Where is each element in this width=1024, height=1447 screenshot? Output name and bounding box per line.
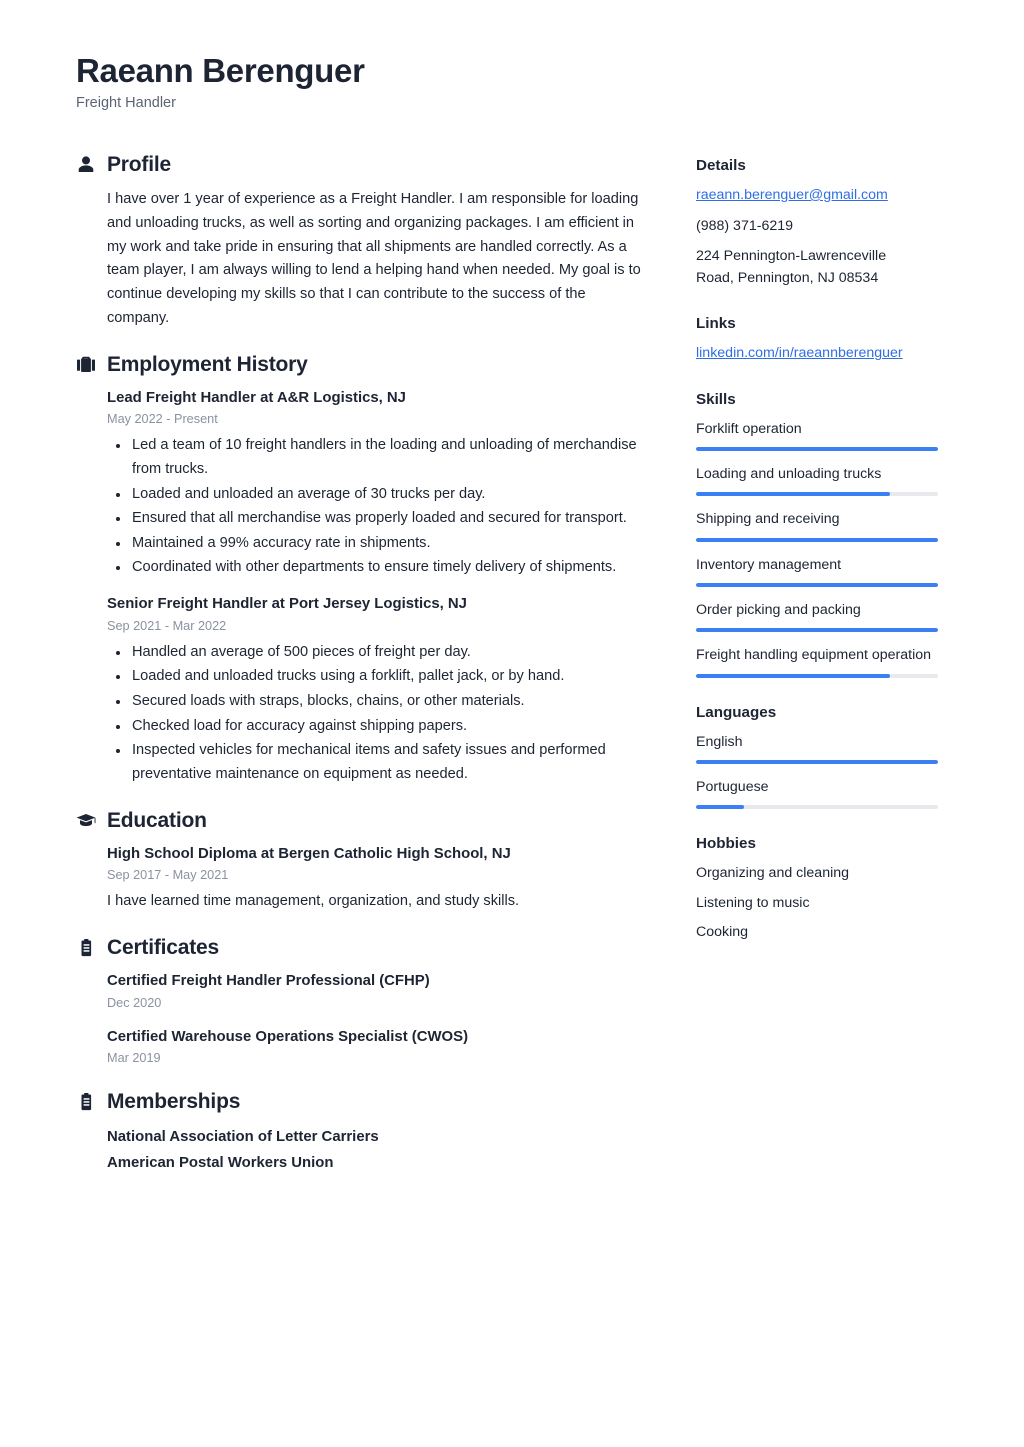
skill-level-bar <box>696 628 938 632</box>
phone-number: (988) 371-6219 <box>696 217 794 234</box>
skill-level-fill <box>696 447 938 451</box>
clipboard-icon <box>76 937 96 959</box>
email-link[interactable]: raeann.berenguer@gmail.com <box>696 186 888 203</box>
language-level-fill <box>696 760 938 764</box>
entry-title: Senior Freight Handler at Port Jersey Logistics, NJ <box>107 596 467 613</box>
hobby-item: Cooking <box>696 924 749 941</box>
skill-item <box>696 509 961 541</box>
address <box>696 246 961 289</box>
sidebar-title: Details <box>696 156 746 174</box>
skill-level-fill <box>696 674 890 678</box>
section-header <box>76 809 651 833</box>
section-title: Profile <box>107 152 171 176</box>
section-certificates <box>76 936 651 1068</box>
resume-header <box>76 52 960 111</box>
language-level-fill <box>696 805 744 809</box>
skill-item <box>696 600 961 632</box>
sidebar-column <box>696 153 961 970</box>
section-employment-history <box>76 353 651 787</box>
membership-item: National Association of Letter Carriers <box>107 1129 379 1146</box>
entry-bullets <box>107 434 651 580</box>
section-memberships <box>76 1090 651 1176</box>
skill-label: Inventory management <box>696 556 842 573</box>
section-header <box>76 1090 651 1114</box>
certificate-entry <box>107 1027 651 1069</box>
skill-level-bar <box>696 538 938 542</box>
job-title: Freight Handler <box>76 94 176 111</box>
section-content <box>76 1125 651 1176</box>
bullet-item: Secured loads with straps, blocks, chains, or other materials. <box>107 690 651 714</box>
membership-item: American Postal Workers Union <box>107 1154 334 1171</box>
language-label: Portuguese <box>696 778 769 795</box>
entry-title: High School Diploma at Bergen Catholic High School, NJ <box>107 845 511 862</box>
entry-description: I have learned time management, organization, and study skills. <box>107 893 520 910</box>
section-title: Memberships <box>107 1090 241 1114</box>
section-header <box>76 153 651 177</box>
bullet-item: Ensured that all merchandise was properly loaded and secured for transport. <box>107 507 651 531</box>
skill-level-fill <box>696 538 938 542</box>
skill-level-fill <box>696 583 938 587</box>
language-item <box>696 732 961 764</box>
section-header <box>76 353 651 377</box>
employment-entry <box>107 594 651 787</box>
address-line-2: Road, Pennington, NJ 08534 <box>696 269 879 286</box>
sidebar-details <box>696 157 961 289</box>
certificate-entry <box>107 971 651 1013</box>
language-label: English <box>696 733 743 750</box>
section-content <box>76 188 651 331</box>
profile-text: I have over 1 year of experience as a Freight Handler. I am responsible for loading and unloading trucks, as well as sorting and organizing packages. I am efficient in my work and take pride in ensuring that all shipments are handled correctly. As a team player, I am always willing to lend a helping hand when needed. My goal is to continue developing my skills so that I can contribute to the success of the company. <box>107 190 641 326</box>
entry-title: Lead Freight Handler at A&R Logistics, NJ <box>107 389 406 406</box>
entry-date: Sep 2017 - May 2021 <box>107 868 229 883</box>
linkedin-link[interactable]: linkedin.com/in/raeannberenguer <box>696 345 903 362</box>
entry-date: Sep 2021 - Mar 2022 <box>107 618 227 633</box>
skill-item <box>696 464 961 496</box>
skill-label: Freight handling equipment operation <box>696 647 932 664</box>
skill-level-bar <box>696 492 938 496</box>
sidebar-links <box>696 315 961 365</box>
skill-label: Shipping and receiving <box>696 511 840 528</box>
bullet-item: Checked load for accuracy against shipping papers. <box>107 715 651 739</box>
section-education <box>76 809 651 914</box>
education-entry <box>107 844 651 914</box>
bullet-item: Coordinated with other departments to ensure timely delivery of shipments. <box>107 556 651 580</box>
skill-level-fill <box>696 628 938 632</box>
briefcase-icon <box>76 354 96 376</box>
person-icon <box>76 154 96 176</box>
address-line-1: 224 Pennington-Lawrenceville <box>696 248 887 265</box>
sidebar-skills <box>696 391 961 678</box>
skill-item <box>696 645 961 677</box>
sidebar-title: Languages <box>696 703 777 721</box>
employment-entry <box>107 388 651 581</box>
bullet-item: Loaded and unloaded an average of 30 trucks per day. <box>107 483 651 507</box>
clipboard-icon <box>76 1091 96 1113</box>
language-level-bar <box>696 760 938 764</box>
skill-item <box>696 419 961 451</box>
bullet-item: Inspected vehicles for mechanical items and safety issues and performed preventative maintenance on equipment as needed. <box>107 739 651 786</box>
hobby-item: Listening to music <box>696 894 810 911</box>
skill-level-bar <box>696 447 938 451</box>
skill-level-bar <box>696 583 938 587</box>
skill-label: Forklift operation <box>696 420 802 437</box>
skill-level-bar <box>696 674 938 678</box>
sidebar-title: Links <box>696 315 736 333</box>
entry-date: Dec 2020 <box>107 995 162 1010</box>
main-column <box>76 153 651 1199</box>
resume-body <box>76 153 960 1199</box>
skill-item <box>696 555 961 587</box>
sidebar-title: Skills <box>696 390 736 408</box>
bullet-item: Handled an average of 500 pieces of freight per day. <box>107 641 651 665</box>
section-content <box>76 971 651 1068</box>
page-title: Raeann Berenguer <box>76 52 365 89</box>
hobby-item: Organizing and cleaning <box>696 865 850 882</box>
entry-title: Certified Freight Handler Professional (CFHP) <box>107 972 430 989</box>
section-title: Education <box>107 808 207 832</box>
skill-label: Order picking and packing <box>696 602 861 619</box>
bullet-item: Led a team of 10 freight handlers in the loading and unloading of merchandise from trucks. <box>107 434 651 481</box>
section-content <box>76 844 651 914</box>
entry-date: Mar 2019 <box>107 1051 161 1066</box>
section-profile <box>76 153 651 331</box>
sidebar-languages <box>696 704 961 810</box>
graduation-cap-icon <box>76 810 96 832</box>
section-title: Employment History <box>107 352 308 376</box>
skill-label: Loading and unloading trucks <box>696 466 882 483</box>
language-item <box>696 777 961 809</box>
bullet-item: Maintained a 99% accuracy rate in shipments. <box>107 532 651 556</box>
sidebar-title: Hobbies <box>696 835 756 853</box>
entry-bullets <box>107 641 651 787</box>
bullet-item: Loaded and unloaded trucks using a forklift, pallet jack, or by hand. <box>107 665 651 689</box>
section-title: Certificates <box>107 935 219 959</box>
skill-level-fill <box>696 492 890 496</box>
entry-title: Certified Warehouse Operations Specialist (CWOS) <box>107 1028 469 1045</box>
sidebar-hobbies <box>696 835 961 944</box>
language-level-bar <box>696 805 938 809</box>
section-header <box>76 936 651 960</box>
section-content <box>76 388 651 787</box>
entry-date: May 2022 - Present <box>107 412 218 427</box>
